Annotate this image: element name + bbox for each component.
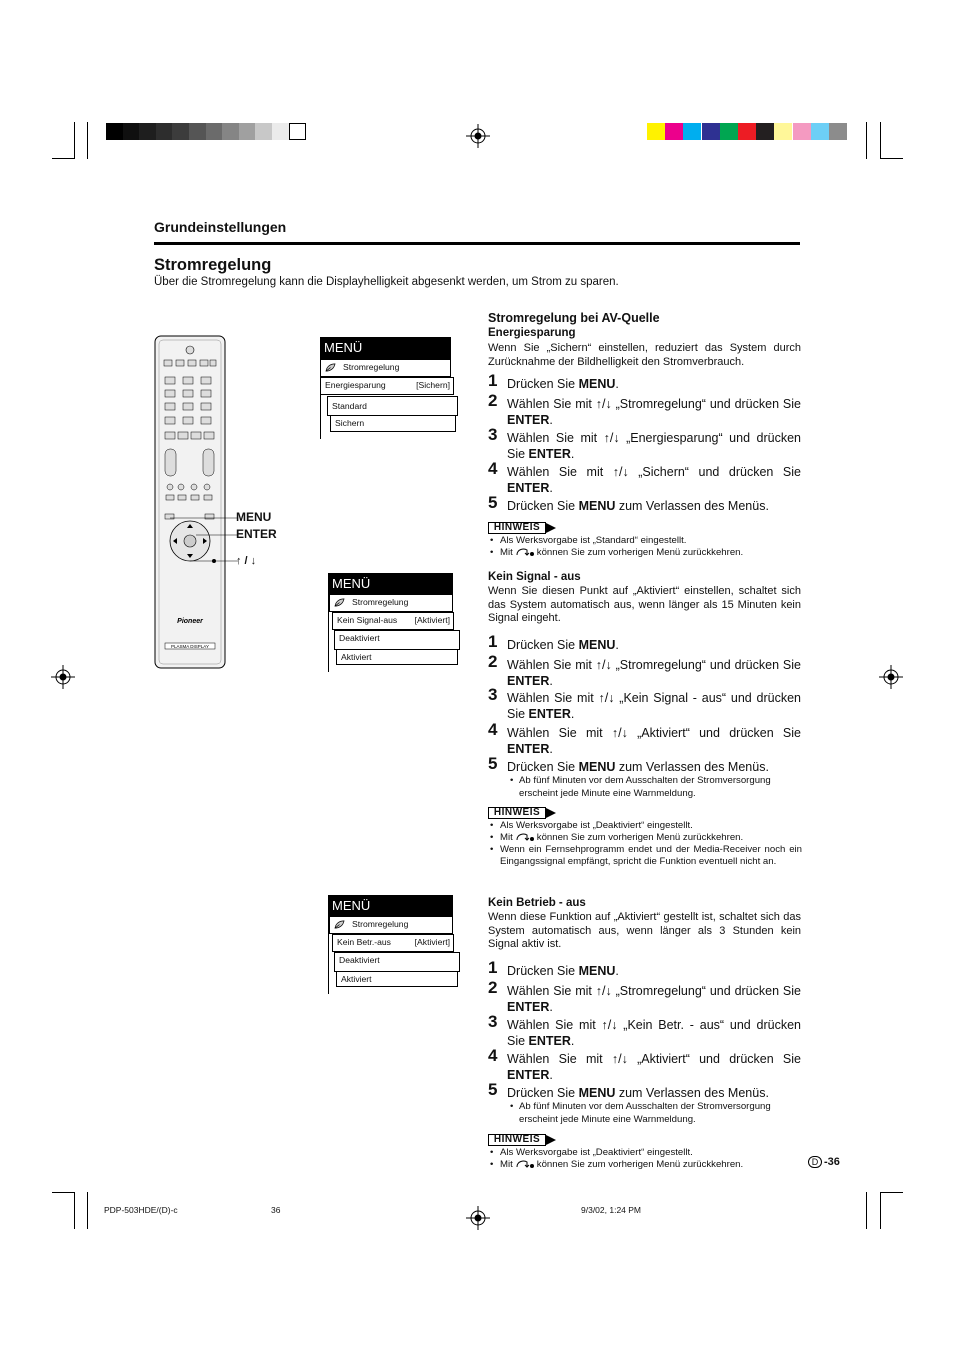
section-label: Grundeinstellungen xyxy=(154,219,287,235)
step: 1 Drücken Sie MENU. xyxy=(488,958,619,978)
color-swatch xyxy=(829,123,847,140)
gray-swatch xyxy=(272,123,289,140)
menu-header: MENÜ xyxy=(329,895,453,917)
section3-description: Wenn diese Funktion auf „Aktiviert“ gestellt ist, schaltet sich das System automatisch aus, wenn länger als 3 Stunden kein Signal aktiv ist. xyxy=(488,911,801,950)
menu-option-deaktiviert: Deaktiviert xyxy=(334,630,460,650)
footer-page: 36 xyxy=(271,1205,281,1215)
step: 5 Drücken Sie MENU zum Verlassen des Menüs. xyxy=(488,1080,769,1100)
step: 3 Wählen Sie mit ↑/↓ „Energiesparung“ und drücken Sie ENTER. xyxy=(488,425,801,461)
step: 2 Wählen Sie mit ↑/↓ „Stromregelung“ und drücken Sie ENTER. xyxy=(488,978,801,1014)
color-swatch xyxy=(720,123,738,140)
note-item: • Als Werksvorgabe ist „Deaktiviert“ eingestellt. xyxy=(490,1147,693,1158)
menu-item-energiesparung: Energiesparung [Sichern] xyxy=(321,377,454,395)
section1-heading: Stromregelung bei AV-Quelle xyxy=(488,311,660,325)
leaf-icon xyxy=(334,920,345,929)
menu-header: MENÜ xyxy=(321,337,451,359)
note-badge: HINWEIS xyxy=(488,522,560,534)
color-swatch xyxy=(647,123,665,140)
page-number: D -36 xyxy=(808,1156,840,1168)
color-swatch xyxy=(756,123,774,140)
menu-item-kein-betr-aus: Kein Betr.-aus [Aktiviert] xyxy=(332,934,454,952)
step: 4 Wählen Sie mit ↑/↓ „Aktiviert“ und drücken Sie ENTER. xyxy=(488,1046,801,1082)
gray-swatch xyxy=(139,123,156,140)
footer-date: 9/3/02, 1:24 PM xyxy=(581,1205,642,1215)
color-swatch xyxy=(774,123,792,140)
menu-item-stromregelung: Stromregelung xyxy=(329,916,453,934)
menu-item-kein-signal-aus: Kein Signal-aus [Aktiviert] xyxy=(332,612,454,630)
step: 1 Drücken Sie MENU. xyxy=(488,371,619,391)
gray-swatch xyxy=(222,123,239,140)
section3-heading: Kein Betrieb - aus xyxy=(488,897,586,909)
leaf-icon xyxy=(334,598,345,607)
footer-file: PDP-503HDE/(D)-c xyxy=(104,1205,178,1215)
step: 4 Wählen Sie mit ↑/↓ „Sichern“ und drücken Sie ENTER. xyxy=(488,459,801,495)
section2-heading: Kein Signal - aus xyxy=(488,571,581,583)
gray-swatch xyxy=(255,123,272,140)
remote-panel-label: PLASMA DISPLAY xyxy=(171,644,209,649)
section2-description: Wenn Sie diesen Punkt auf „Aktiviert“ einstellen, schaltet sich das System automatisch aus, wenn länger als 15 Minuten kein Signal eingeht. xyxy=(488,585,801,624)
gray-swatch xyxy=(106,123,123,140)
return-icon xyxy=(515,832,535,842)
color-swatch xyxy=(702,123,720,140)
callout-menu: MENU xyxy=(236,510,272,524)
menu-option-aktiviert: Aktiviert xyxy=(336,971,458,987)
gray-swatch xyxy=(123,123,140,140)
step: 5 Drücken Sie MENU zum Verlassen des Menüs. xyxy=(488,754,769,774)
gray-swatch xyxy=(239,123,256,140)
note-item: • Wenn ein Fernsehprogramm endet und der Media-Receiver noch ein Eingangssignal empfängt, spricht die Funktion eventuell nicht an. xyxy=(490,844,802,867)
language-badge: D xyxy=(808,1156,822,1168)
gray-swatch xyxy=(189,123,206,140)
section1-description: Wenn Sie „Sichern“ einstellen, reduziert das System durch Zurücknahme der Bildhelligkeit den Stromverbrauch. xyxy=(488,342,801,368)
menu-header: MENÜ xyxy=(329,573,453,595)
note-badge: HINWEIS xyxy=(488,1134,560,1146)
note-item-back: • Mit können Sie zum vorherigen Menü zurückkehren. xyxy=(490,832,744,843)
gray-swatch xyxy=(156,123,173,140)
registration-mark-left xyxy=(51,665,75,689)
step: 1 Drücken Sie MENU. xyxy=(488,632,619,652)
gray-swatch xyxy=(289,123,306,140)
menu-item-stromregelung: Stromregelung xyxy=(321,359,451,377)
registration-mark-bottom xyxy=(466,1206,490,1230)
note-item-back: • Mit können Sie zum vorherigen Menü zurückkehren. xyxy=(490,1159,744,1170)
note-item: • Als Werksvorgabe ist „Deaktiviert“ eingestellt. xyxy=(490,820,693,831)
color-swatch xyxy=(665,123,683,140)
return-icon xyxy=(515,1159,535,1169)
callout-arrows: ↑ / ↓ xyxy=(236,555,257,567)
step-sub-note: • Ab fünf Minuten vor dem Ausschalten der Stromversorgung erscheint jede Minute eine Warnmeldung. xyxy=(510,1101,771,1125)
color-swatch xyxy=(811,123,829,140)
step: 2 Wählen Sie mit ↑/↓ „Stromregelung“ und drücken Sie ENTER. xyxy=(488,652,801,688)
menu-option-aktiviert: Aktiviert xyxy=(336,649,458,665)
gray-swatch xyxy=(206,123,223,140)
menu-option-standard: Standard xyxy=(327,396,458,416)
leaf-icon xyxy=(325,363,336,372)
step: 5 Drücken Sie MENU zum Verlassen des Menüs. xyxy=(488,493,769,513)
step-sub-note: • Ab fünf Minuten vor dem Ausschalten der Stromversorgung erscheint jede Minute eine Warnmeldung. xyxy=(510,775,771,799)
intro-text: Über die Stromregelung kann die Displayhelligkeit abgesenkt werden, um Strom zu sparen. xyxy=(154,276,619,288)
header-rule xyxy=(154,242,800,245)
step: 3 Wählen Sie mit ↑/↓ „Kein Signal - aus“ und drücken Sie ENTER. xyxy=(488,685,801,721)
menu-item-stromregelung: Stromregelung xyxy=(329,594,453,612)
note-item: • Als Werksvorgabe ist „Standard“ eingestellt. xyxy=(490,535,687,546)
page-title: Stromregelung xyxy=(154,256,272,274)
color-swatch xyxy=(738,123,756,140)
color-swatch xyxy=(793,123,811,140)
remote-control-illustration xyxy=(150,332,290,672)
return-icon xyxy=(515,547,535,557)
step: 3 Wählen Sie mit ↑/↓ „Kein Betr. - aus“ und drücken Sie ENTER. xyxy=(488,1012,801,1048)
remote-brand: Pioneer xyxy=(177,618,203,625)
callout-enter: ENTER xyxy=(236,527,277,541)
note-item-back: • Mit können Sie zum vorherigen Menü zurückkehren. xyxy=(490,547,744,558)
step: 2 Wählen Sie mit ↑/↓ „Stromregelung“ und drücken Sie ENTER. xyxy=(488,391,801,427)
menu-option-sichern: Sichern xyxy=(330,415,456,432)
note-badge: HINWEIS xyxy=(488,807,560,819)
registration-mark-right xyxy=(879,665,903,689)
color-swatch xyxy=(683,123,701,140)
registration-mark-top xyxy=(466,124,490,148)
menu-option-deaktiviert: Deaktiviert xyxy=(334,952,460,972)
section1-subheading: Energiesparung xyxy=(488,327,576,339)
gray-swatch xyxy=(172,123,189,140)
step: 4 Wählen Sie mit ↑/↓ „Aktiviert“ und drücken Sie ENTER. xyxy=(488,720,801,756)
